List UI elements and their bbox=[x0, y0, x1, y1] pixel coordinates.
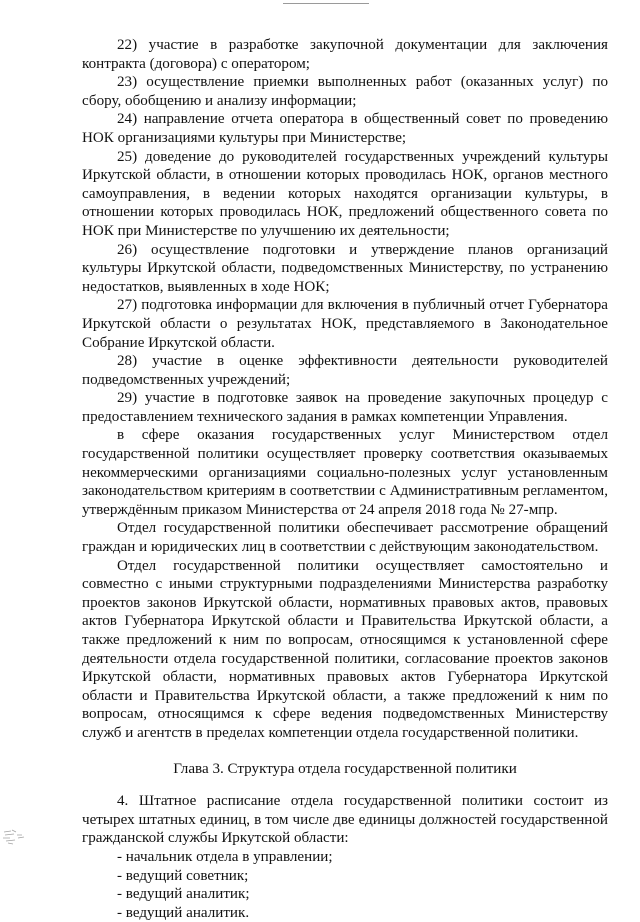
position-item: - ведущий аналитик; bbox=[117, 886, 250, 903]
public-services-paragraph: в сфере оказания государственных услуг Министерством отдел государственной политики осуществляет проверку соответствия оказываемых некоммерческими организациями социально-полезных услуг установленным законодательством критериям в соответствии с Административным регламентом, утверждённым приказом Министерства от 24 апреля 2018 года № 27-мпр. bbox=[82, 427, 608, 518]
list-item-27: 27) подготовка информации для включения в публичный отчет Губернатора Иркутской области о результатах НОК, представляемого в Законодательное Собрание Иркутской области. bbox=[82, 297, 608, 351]
list-item-23: 23) осуществление приемки выполненных работ (оказанных услуг) по сбору, обобщению и анализу информации; bbox=[82, 74, 608, 109]
list-item-25: 25) доведение до руководителей государственных учреждений культуры Иркутской области, в отношении которых проводилась НОК, органов местного самоуправления, в ведении которых находятся организации культуры, в отношении которых проводилась НОК, предложений общественного совета по НОК при Министерстве по улучшению их деятельности; bbox=[82, 148, 608, 239]
position-item: - начальник отдела в управлении; bbox=[117, 848, 333, 865]
position-item: - ведущий аналитик. bbox=[117, 904, 250, 921]
list-item-26: 26) осуществление подготовки и утверждение планов организаций культуры Иркутской области, подведомственных Министерству, по устранению недостатков, выявленных в ходе НОК; bbox=[82, 241, 608, 295]
lawmaking-paragraph: Отдел государственной политики осуществляет самостоятельно и совместно с иными структурными подразделениями Министерства разработку проектов законов Иркутской области, нормативных правовых актов, правовых актов Губернатора Иркутской области и Правительства Иркутской области, а также предложений к ним по вопросам, относящимся к установленной сфере деятельности отдела государственной политики, согласование проектов законов Иркутской области, нормативных правовых актов Губернатора Иркутской области и Правительства Иркутской области, а также предложений к ним по вопросам, относящимся к сфере ведения подведомственных Министерству служб и агентств в пределах компетенции отдела государственной политики. bbox=[82, 557, 608, 741]
list-item-29: 29) участие в подготовке заявок на проведение закупочных процедур с предоставлением технического задания в рамках компетенции Управления. bbox=[82, 390, 608, 425]
list-item-28: 28) участие в оценке эффективности деятельности руководителей подведомственных учреждений; bbox=[82, 353, 608, 388]
chapter-heading: Глава 3. Структура отдела государственной политики bbox=[173, 760, 517, 777]
scan-stamp-mark bbox=[2, 826, 32, 846]
list-item-24: 24) направление отчета оператора в общественный совет по проведению НОК организациями культуры при Министерстве; bbox=[82, 111, 608, 146]
document-page bbox=[82, 36, 608, 922]
staffing-paragraph: 4. Штатное расписание отдела государственной политики состоит из четырех штатных единиц, в том числе две единицы должностей государственной гражданской службы Иркутской области: bbox=[82, 793, 608, 847]
page-top-rule bbox=[283, 3, 369, 4]
appeals-paragraph: Отдел государственной политики обеспечивает рассмотрение обращений граждан и юридических лиц в соответствии с действующим законодательством. bbox=[82, 520, 608, 556]
position-item: - ведущий советник; bbox=[117, 867, 249, 884]
list-item-22: 22) участие в разработке закупочной документации для заключения контракта (договора) с оператором; bbox=[82, 37, 608, 72]
